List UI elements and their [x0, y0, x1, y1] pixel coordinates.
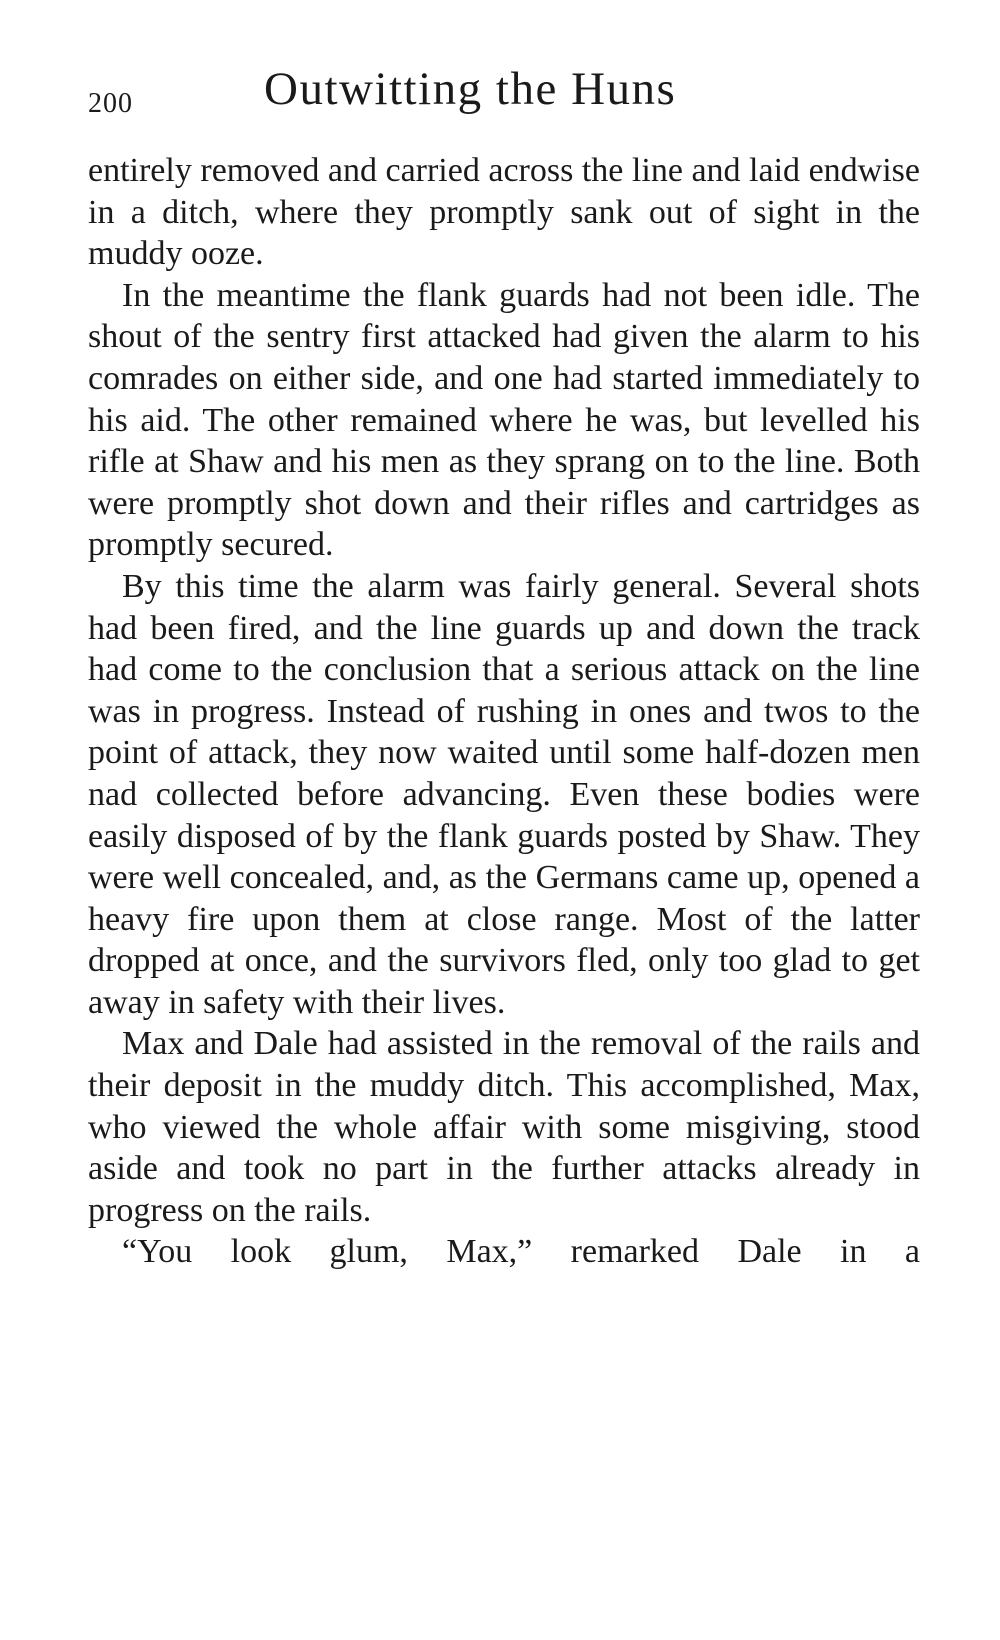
page-number: 200 [88, 88, 133, 119]
paragraph: “You look glum, Max,” remarked Dale in a [122, 1233, 920, 1271]
paragraph: By this time the alarm was fairly general. Several shots had been fired, and the line guards up and down the track had come to the conclusion that a serious attack on the line was in progress. Instead of rushing in ones and twos to the point of attack, they now waited until some half-dozen men nad collected before advancing. Even these bodies were easily disposed of by the flank guards posted by Shaw. They were well concealed, and, as the Germans came up, opened a heavy fire upon them at close range. Most of the latter dropped at once, and the survivors fled, only too glad to get away in safety with their lives. [88, 567, 920, 1021]
paragraph: Max and Dale had assisted in the removal of the rails and their deposit in the muddy ditch. This accomplished, Max, who viewed the whole affair with some misgiving, stood aside and took no part in the further attacks already in progress on the rails. [88, 1025, 920, 1229]
running-head [88, 62, 928, 132]
running-title: Outwitting the Huns [264, 63, 677, 115]
paragraph: In the meantime the flank guards had not been idle. The shout of the sentry first attacked had given the alarm to his comrades on either side, and one had started immediately to his aid. The other remained where he was, but levelled his rifle at Shaw and his men as they sprang on to the line. Both were promptly shot down and their rifles and cartridges as promptly secured. [88, 276, 920, 564]
body-text [88, 150, 920, 1273]
paragraph: entirely removed and carried across the line and laid endwise in a ditch, where they promptly sank out of sight in the muddy ooze. [88, 152, 920, 273]
